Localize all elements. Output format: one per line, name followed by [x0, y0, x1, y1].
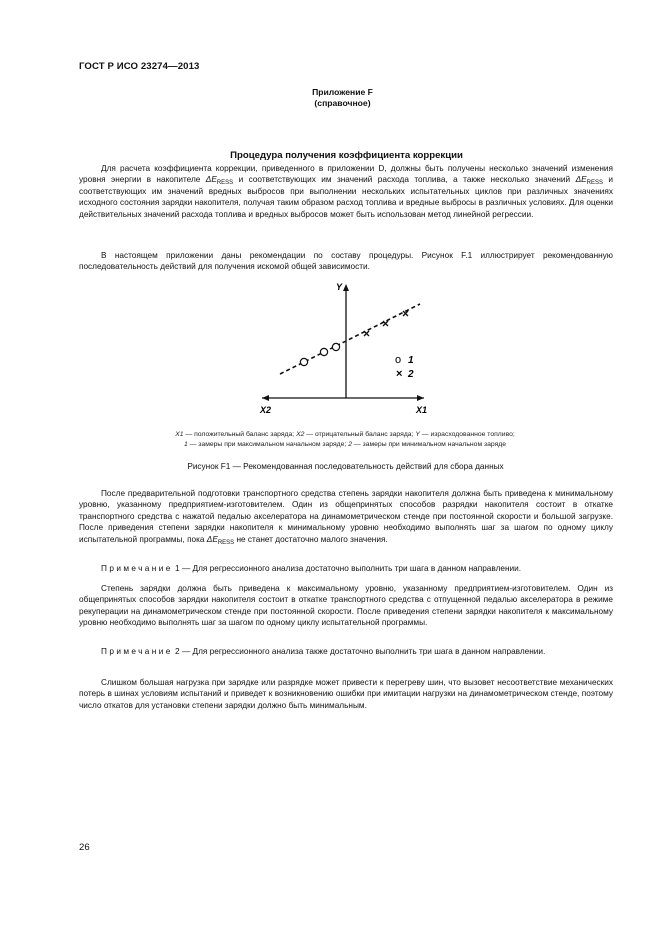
delta-e-symbol: $\Delta E_{RESS}$: [575, 175, 603, 187]
point-max-charge: [320, 348, 327, 355]
page-number: 26: [79, 842, 90, 853]
note-2-label: Примечание: [101, 647, 173, 656]
x-axis-positive-label: X1: [416, 405, 428, 415]
figure-f1: [250, 276, 440, 426]
appendix-title: Приложение F: [312, 87, 373, 97]
paragraph-2: В настоящем приложении даны рекомендации по составу процедуры. Рисунок F.1 иллюстрирует рекомендованную последовательность действий для получения искомой общей зависимости.: [79, 251, 613, 272]
paragraph-1: [79, 163, 613, 220]
regression-diagram: [250, 276, 440, 426]
x-axis-arrow-left: [262, 395, 269, 401]
note-2: [79, 646, 613, 657]
x-axis-arrow-right: [417, 395, 424, 401]
legend-1-marker: o: [395, 354, 402, 366]
legend-2-label: 2: [408, 369, 414, 380]
paragraph-5: Слишком большая нагрузка при зарядке или разрядке может привести к перегреву шин, что вызовет несоответствие механических потерь в шинах условиям испытаний и приведет к возникновению ошибки при имитации нагрузки на динамометрическом стенде, поэтому число откатов для установки степени зарядки должно быть минимальным.: [79, 678, 613, 710]
figure-legend-line-2: 1 — замеры при максимальном начальном заряде; 2 — замеры при минимальном начальном заряде: [183, 440, 507, 448]
appendix-heading: [0, 87, 661, 109]
point-max-charge: [300, 358, 307, 365]
paragraph-3-part-b: не станет достаточно малого значения.: [234, 534, 388, 544]
point-min-charge: [364, 331, 369, 336]
appendix-subtitle: (справочное): [314, 98, 371, 108]
note-1: [79, 563, 613, 574]
note-2-text: 2 — Для регрессионного анализа также достаточно выполнить три шага в данном направлении.: [172, 647, 546, 656]
figure-caption: Рисунок F1 — Рекомендованная последовательность действий для сбора данных: [187, 462, 504, 471]
section-title: Процедура получения коэффициента коррекции: [230, 150, 463, 161]
x-axis-negative-label: X2: [260, 405, 272, 415]
y-axis-label: Y: [336, 282, 343, 292]
note-1-text: 1 — Для регрессионного анализа достаточно выполнить три шага в данном направлении.: [172, 564, 522, 573]
legend-1-label: 1: [408, 355, 414, 366]
paragraph-3-part-a: После предварительной подготовки транспортного средства степень зарядки накопителя должна быть приведена к минимальному уровню, указанному предприятием-изготовителем. Один из общепринятых способов разрядки накопителя состоит в откатке транспортного средства с нажатой педалью акселератора на динамометрическом стенде при постоянной скорости и большой загрузке. После приведения степени зарядки накопителя к минимальному уровню необходимо выполнять шаг за шагом по одному циклу испытательной программы, пока: [79, 489, 613, 544]
y-axis-arrow: [343, 284, 349, 291]
paragraph-1-part-b: и соответствующих им значений расхода топлива, а также несколько значений: [233, 175, 576, 185]
delta-e-symbol: $\Delta E_{RESS}$: [206, 534, 235, 546]
paragraph-3: [79, 488, 613, 545]
standard-code: ГОСТ Р ИСО 23274—2013: [79, 61, 200, 72]
figure-legend-text: [100, 430, 590, 449]
figure-legend-line-1: X1 — положительный баланс заряда; X2 — отрицательный баланс заряда; Y — израсходованное топливо;: [175, 431, 515, 438]
point-max-charge: [332, 343, 339, 350]
legend-2-marker: ×: [396, 368, 403, 380]
point-min-charge: [383, 321, 388, 326]
delta-e-symbol: $\Delta E_{RESS}$: [205, 175, 234, 187]
note-1-label: Примечание: [101, 564, 173, 573]
paragraph-1-part-c: и соответствующих им значений вредных выбросов при выполнении нескольких испытательных циклов при различных значениях исходного состояния зарядки накопителя, получая таким образом расход топлива и вредные выбросы в различных условиях. Для оценки действительных значений расхода топлива и вредных выбросов может быть использован метод линейной регрессии.: [79, 175, 613, 219]
paragraph-1-part-a: Для расчета коэффициента коррекции, приведенного в приложении D, должны быть получены несколько значений изменения уровня энергии в накопителе: [79, 164, 613, 185]
paragraph-4: Степень зарядки должна быть приведена к максимальному уровню, указанному предприятием-изготовителем. Один из общепринятых способов зарядки накопителя состоит в откатке транспортного средства с отпущенной педалью акселератора в режиме рекуперации на динамометрическом стенде при постоянной скорости. После приведения степени зарядки накопителя к максимальному уровню необходимо выполнять шаг за шагом по одному циклу испытательной программы.: [79, 584, 613, 628]
